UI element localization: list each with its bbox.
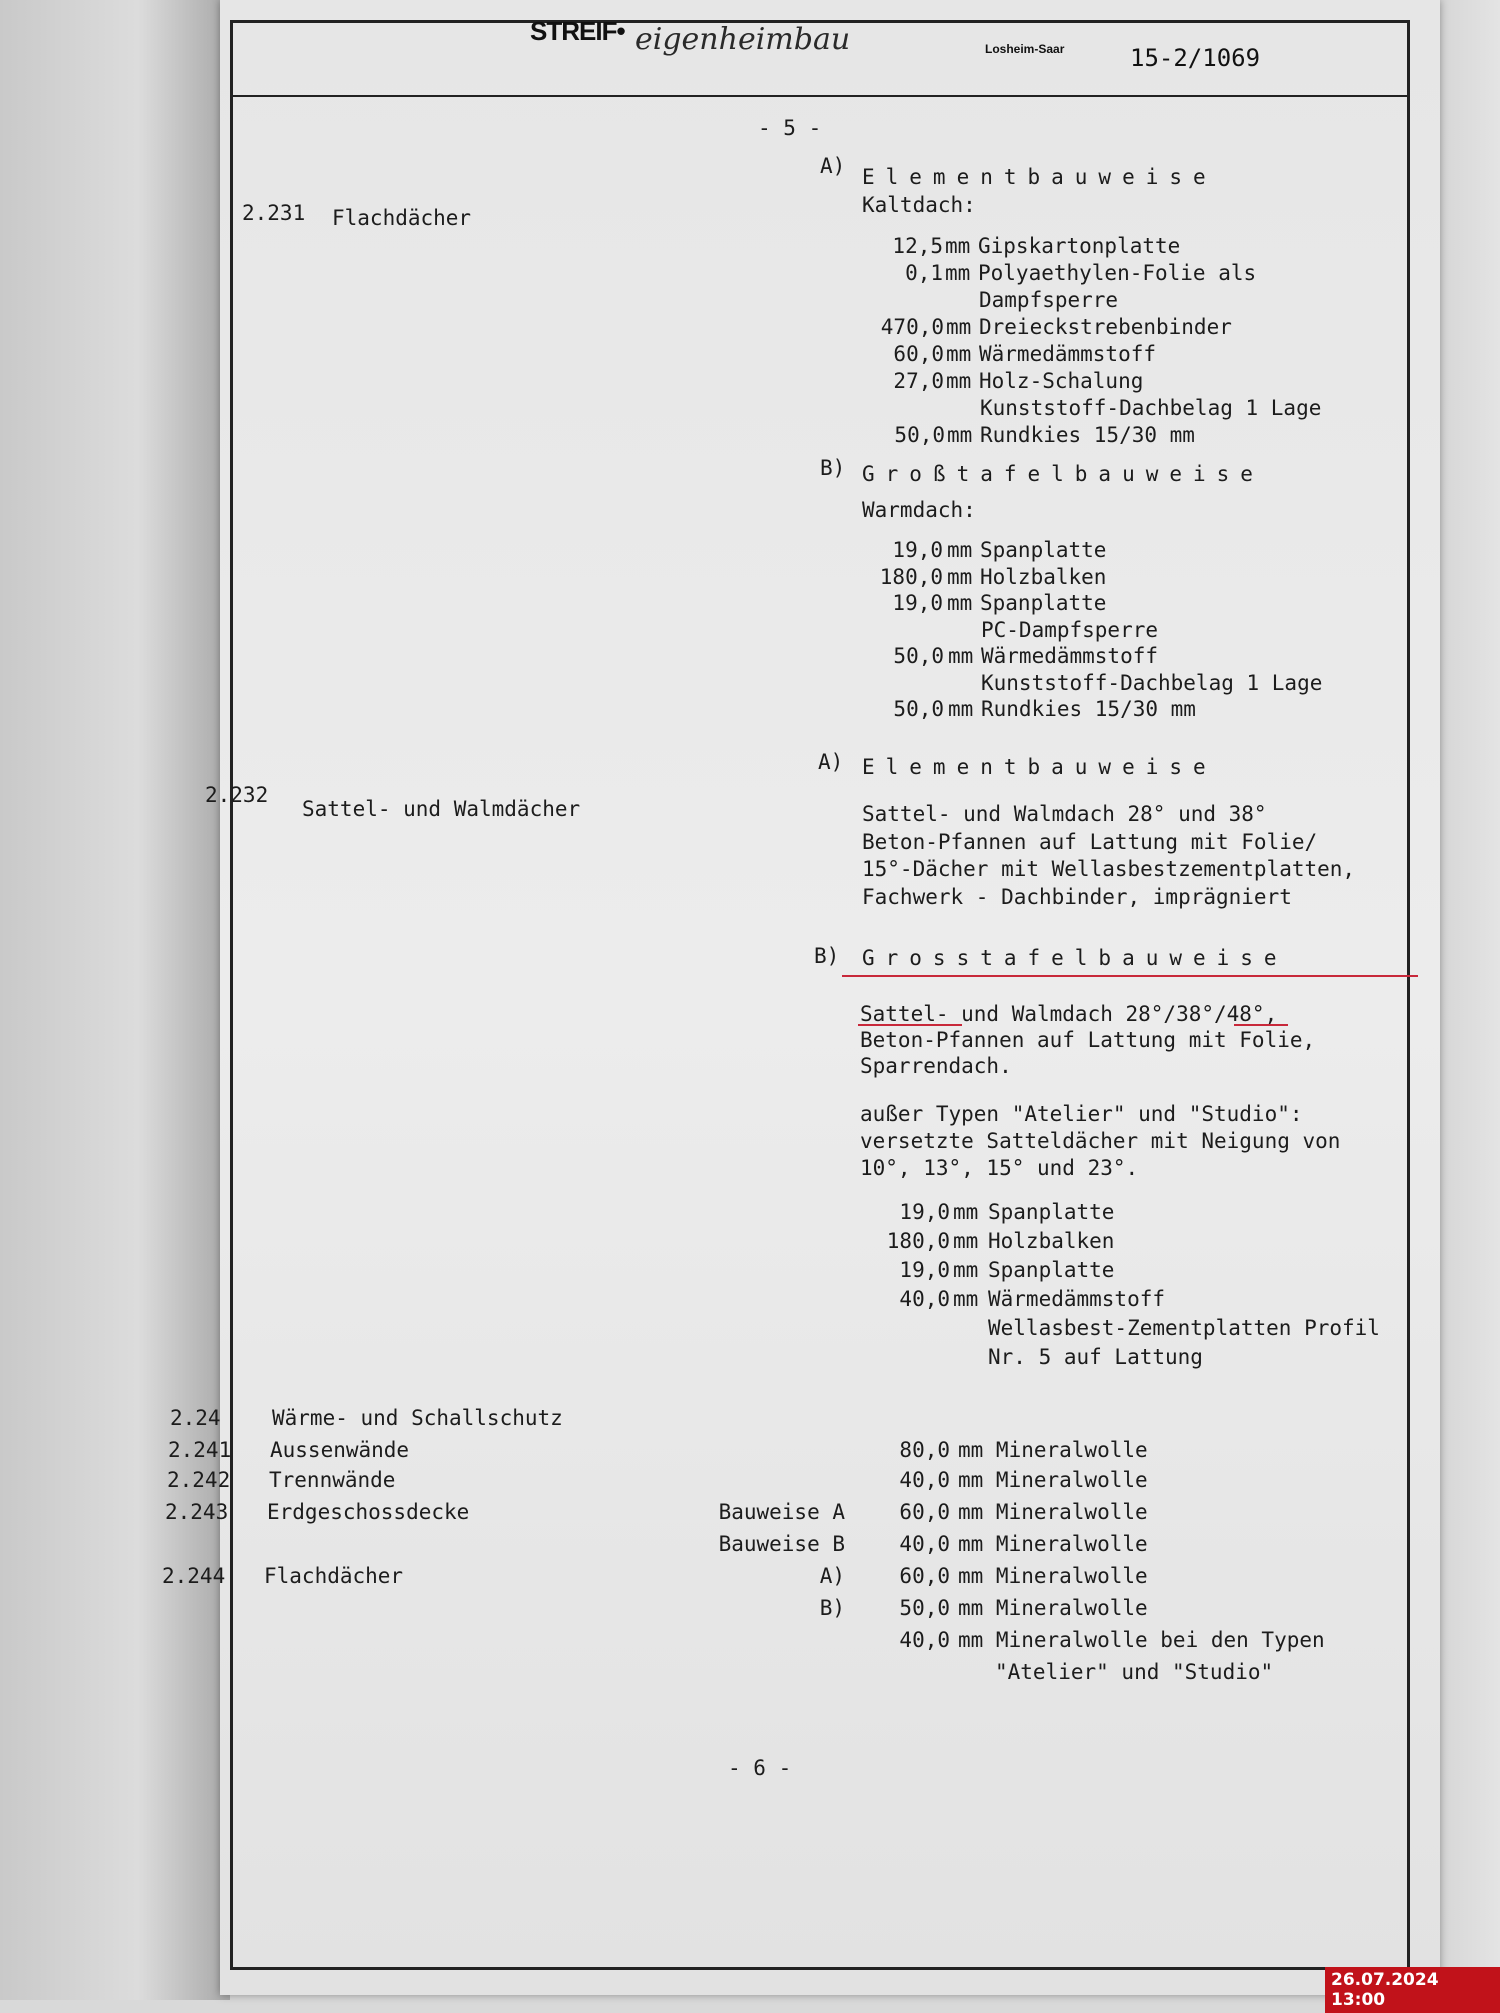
page-number-bottom: - 6 -: [728, 1756, 792, 1780]
layer-unit: mm: [953, 1287, 979, 1311]
layer-thickness: 470,0: [880, 315, 944, 339]
text-line: Fachwerk - Dachbinder, imprägniert: [862, 884, 1292, 909]
layer-unit: mm: [945, 261, 971, 285]
letterhead: [530, 16, 1290, 76]
section-number: 2.243: [165, 1500, 229, 1524]
section-title: Trennwände: [269, 1468, 396, 1492]
text-line: 15°-Dächer mit Wellasbestzementplatten,: [862, 857, 1356, 881]
variant-label: B): [820, 456, 846, 480]
layer-material: Spanplatte: [988, 1258, 1115, 1282]
layer-thickness: 60,0: [899, 1500, 950, 1524]
layer-thickness: 40,0: [899, 1287, 950, 1311]
layer-material: Kunststoff-Dachbelag 1 Lage: [981, 670, 1323, 695]
layer-material: PC-Dampfsperre: [981, 617, 1159, 642]
text-line: 10°, 13°, 15° und 23°.: [860, 1156, 1139, 1180]
variant-heading: Elementbauweise: [862, 755, 1217, 779]
layer-thickness: 50,0: [893, 697, 944, 721]
red-underline: [858, 1024, 962, 1026]
variant-label: A): [820, 154, 846, 178]
brand-name: STREIF•: [530, 16, 625, 46]
layer-unit: mm: [948, 697, 974, 721]
layer-material: mm Mineralwolle: [958, 1596, 1148, 1620]
text-line: versetzte Satteldächer mit Neigung von: [860, 1129, 1341, 1153]
layer-material: Holz-Schalung: [979, 369, 1144, 393]
section-number: 2.242: [167, 1468, 231, 1492]
layer-thickness: 12,5: [892, 234, 943, 258]
brand-script: eigenheimbau: [635, 22, 851, 57]
layer-unit: mm: [948, 644, 974, 668]
layer-material: mm Mineralwolle: [958, 1438, 1148, 1462]
city: Losheim-Saar: [985, 42, 1065, 56]
variant-label: A): [819, 1564, 845, 1588]
document-number: 15-2/1069: [1130, 44, 1261, 72]
section-title: Sattel- und Walmdächer: [302, 797, 581, 821]
layer-thickness: 180,0: [886, 1229, 950, 1253]
layer-unit: mm: [946, 342, 972, 366]
layer-material: Kunststoff-Dachbelag 1 Lage: [980, 396, 1322, 420]
header-divider: [230, 95, 1410, 97]
layer-thickness: 50,0: [893, 644, 944, 668]
roof-type: Kaltdach:: [862, 193, 976, 217]
layer-material: Dreieckstrebenbinder: [979, 315, 1232, 339]
text-line: außer Typen "Atelier" und "Studio":: [860, 1102, 1303, 1126]
layer-material: Spanplatte: [980, 591, 1107, 615]
layer-thickness: 40,0: [899, 1532, 950, 1556]
variant-label: Bauweise B: [718, 1532, 845, 1556]
layer-unit: mm: [953, 1200, 979, 1224]
layer-material: Nr. 5 auf Lattung: [988, 1345, 1203, 1369]
layer-material: Rundkies 15/30 mm: [980, 423, 1195, 447]
layer-thickness: 60,0: [893, 342, 944, 366]
layer-material: mm Mineralwolle: [958, 1564, 1148, 1588]
layer-unit: mm: [953, 1229, 979, 1253]
layer-material: Spanplatte: [988, 1200, 1115, 1224]
layer-unit: mm: [947, 538, 973, 562]
layer-material: Dampfsperre: [979, 288, 1119, 312]
section-title: Erdgeschossdecke: [267, 1500, 470, 1524]
layer-material: Gipskartonplatte: [978, 234, 1181, 258]
layer-unit: mm: [946, 369, 972, 393]
variant-label: B): [814, 944, 840, 968]
roof-type: Warmdach:: [862, 498, 976, 522]
section-number: 2.241: [168, 1438, 232, 1462]
layer-unit: mm: [947, 564, 973, 589]
layer-material: "Atelier" und "Studio": [995, 1660, 1274, 1684]
red-underline: [842, 975, 1418, 977]
section-title: Wärme- und Schallschutz: [272, 1406, 563, 1430]
section-number: 2.231: [242, 201, 306, 225]
date-stamp: 26.07.2024 13:00: [1325, 1967, 1500, 2013]
layer-material: Polyaethylen-Folie als: [978, 261, 1257, 285]
layer-material: Wärmedämmstoff: [979, 342, 1157, 366]
layer-material: Holzbalken: [988, 1229, 1115, 1253]
red-underline: [1234, 1024, 1288, 1026]
layer-material: mm Mineralwolle bei den Typen: [958, 1628, 1325, 1652]
layer-thickness: 60,0: [899, 1564, 950, 1588]
layer-material: Spanplatte: [980, 538, 1107, 562]
layer-material: mm Mineralwolle: [958, 1532, 1148, 1556]
layer-unit: mm: [947, 591, 973, 615]
variant-label: Bauweise A: [718, 1500, 845, 1524]
text-line: Sattel- und Walmdach 28°/38°/48°,: [860, 1002, 1278, 1026]
layer-material: Rundkies 15/30 mm: [981, 697, 1196, 721]
previous-page-edge: [0, 0, 230, 2000]
layer-material: Holzbalken: [980, 564, 1107, 589]
layer-thickness: 80,0: [899, 1438, 950, 1462]
layer-thickness: 19,0: [892, 538, 943, 562]
text-line: Sparrendach.: [860, 1054, 1012, 1078]
layer-thickness: 180,0: [879, 564, 943, 589]
variant-heading: Großtafelbauweise: [862, 462, 1264, 486]
layer-thickness: 40,0: [899, 1628, 950, 1652]
layer-thickness: 50,0: [894, 423, 945, 447]
variant-heading: Grosstafelbauweise: [862, 946, 1288, 970]
variant-label: B): [819, 1596, 845, 1620]
layer-thickness: 0,1: [905, 261, 943, 285]
section-title: Flachdächer: [264, 1564, 404, 1588]
page-number-top: - 5 -: [758, 116, 822, 140]
variant-label: A): [818, 750, 844, 774]
section-title: Flachdächer: [332, 206, 472, 230]
layer-material: Wellasbest-Zementplatten Profil: [988, 1316, 1380, 1340]
section-number: 2.244: [162, 1564, 226, 1588]
text-line: Beton-Pfannen auf Lattung mit Folie/: [862, 829, 1318, 854]
layer-thickness: 19,0: [899, 1200, 950, 1224]
text-line: Sattel- und Walmdach 28° und 38°: [862, 802, 1267, 826]
section-number: 2.232: [205, 783, 269, 807]
section-title: Aussenwände: [270, 1438, 410, 1462]
text-line: Beton-Pfannen auf Lattung mit Folie,: [860, 1028, 1316, 1052]
layer-thickness: 19,0: [899, 1258, 950, 1282]
layer-unit: mm: [953, 1258, 979, 1282]
layer-material: mm Mineralwolle: [958, 1500, 1148, 1524]
layer-thickness: 50,0: [899, 1596, 950, 1620]
layer-material: Wärmedämmstoff: [988, 1287, 1166, 1311]
layer-unit: mm: [946, 315, 972, 339]
layer-thickness: 27,0: [893, 369, 944, 393]
layer-thickness: 19,0: [892, 591, 943, 615]
section-number: 2.24: [170, 1406, 221, 1430]
layer-unit: mm: [947, 423, 973, 447]
layer-material: Wärmedämmstoff: [981, 644, 1159, 668]
layer-unit: mm: [945, 234, 971, 258]
layer-thickness: 40,0: [899, 1468, 950, 1492]
layer-material: mm Mineralwolle: [958, 1468, 1148, 1492]
variant-heading: Elementbauweise: [862, 165, 1217, 189]
